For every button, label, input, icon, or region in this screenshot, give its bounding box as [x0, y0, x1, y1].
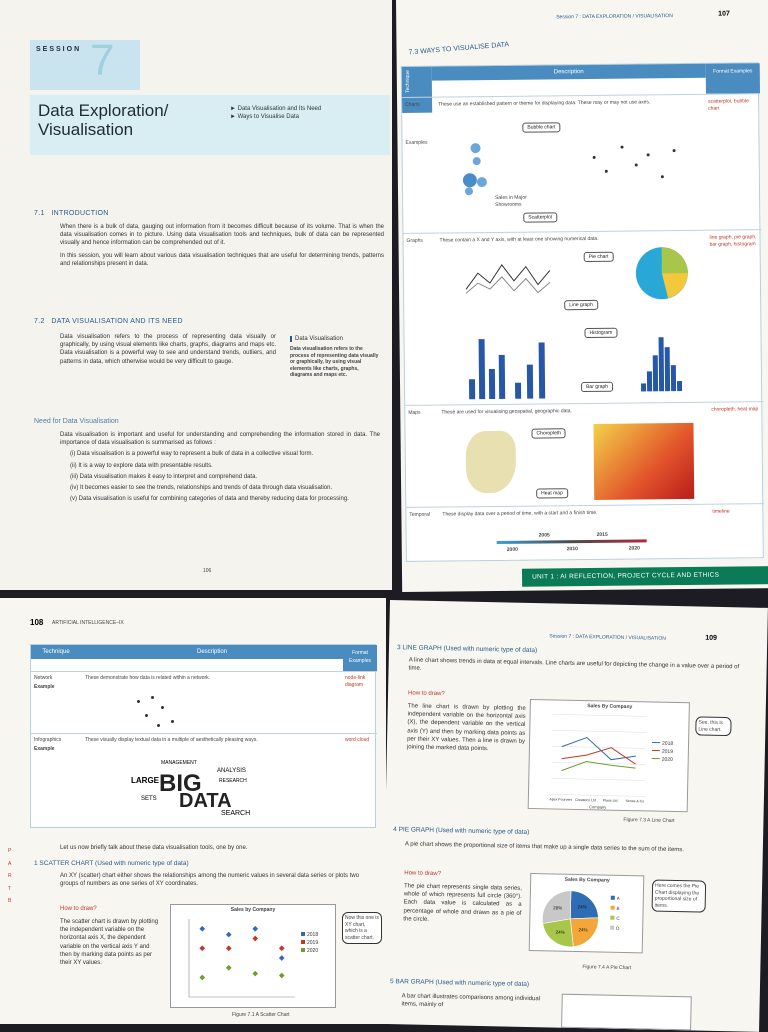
bar-graph-heading: 5 BAR GRAPH (Used with numeric type of data)	[390, 978, 529, 988]
legend-label: 2019	[307, 940, 318, 946]
running-head-109: Session 7 : DATA EXPLORATION / VISUALISATION	[549, 633, 666, 642]
scatter-plot-area	[171, 905, 337, 1009]
legend-swatch	[611, 906, 615, 910]
intro-line: Let us now briefly talk about these data visualisation tools, one by one.	[60, 844, 247, 852]
pie-data-label: 24%	[578, 904, 587, 909]
scatter-paragraph: An XY (scatter) chart either shows the relationships among the numeric values in several data series or plots two groups of numbers as one series of XY coordinates.	[60, 872, 378, 888]
need-item-5: (v) Data visualisation is useful for combining categories of data and thereby reducing data for processing.	[70, 495, 380, 503]
gridline	[551, 778, 645, 780]
format-network: node-link diagram	[345, 675, 375, 688]
legend-label: 2020	[307, 948, 318, 954]
legend-label: A	[617, 896, 620, 901]
format-infographics: word cloud	[345, 737, 375, 744]
bubble-caption: Sales in Major Showrooms	[495, 194, 545, 208]
part-letter-p: P	[8, 848, 18, 855]
scatter-point	[199, 975, 205, 981]
scatter-point	[226, 965, 232, 971]
legend-label: 2019	[662, 749, 673, 755]
running-head-108: ARTIFICIAL INTELLIGENCE–IX	[52, 620, 124, 627]
col-format: Format Examples	[706, 63, 760, 94]
desc-network: These demonstrate how data is related within a network.	[85, 675, 335, 682]
page-number-108: 108	[30, 618, 43, 627]
line-graph-thumbnail	[464, 252, 554, 299]
pill-bubble-chart: Bubble chart	[522, 122, 560, 132]
techniques-table-2	[30, 644, 376, 828]
legend-swatch	[610, 916, 614, 920]
tech-graphs: Graphs	[406, 238, 422, 245]
col-description: Description	[432, 64, 706, 81]
pill-line-graph: Line graph	[564, 300, 598, 310]
histogram-thumbnail	[630, 331, 701, 392]
row-maps	[405, 401, 764, 507]
desc-graphs: These contain a X and Y axis, with at least one showing numerical data.	[439, 235, 701, 244]
line-plot-area	[529, 700, 691, 813]
scatter-point	[226, 932, 232, 938]
s71-paragraph-2: In this session, you will learn about various data visualisation techniques that are useful for determining trends, patterns and relationships present in data.	[60, 252, 384, 268]
need-list	[70, 450, 380, 503]
network-thumbnail	[131, 692, 191, 730]
cloud-word-large: LARGE	[131, 776, 159, 785]
row-infographics	[31, 733, 377, 829]
example-label-network: Example	[34, 684, 55, 691]
pill-histogram: Histogram	[584, 328, 617, 338]
part-letter-r: R	[8, 873, 18, 880]
desc-charts: These use an established pattern or theme for displaying data. These may or may not use axes.	[438, 99, 700, 108]
scatter-heading: 1 SCATTER CHART (Used with numeric type of data)	[34, 860, 189, 867]
line-speech-bubble: See, this is Line chart.	[695, 716, 731, 736]
word-cloud	[121, 748, 261, 826]
scatter-point	[279, 945, 285, 951]
legend-swatch	[301, 940, 305, 944]
year-2000: 2000	[507, 547, 518, 554]
s72-number: 7.2	[34, 318, 45, 325]
cloud-word-sets: SETS	[141, 796, 157, 802]
format-temporal: timeline	[712, 508, 762, 515]
cloud-word-management: MANAGEMENT	[161, 760, 197, 766]
page-109	[381, 600, 768, 1032]
x-axis-label: Company	[589, 804, 606, 809]
title-line-2: Visualisation	[38, 120, 133, 139]
line-graph-heading: 3 LINE GRAPH (Used with numeric type of data)	[397, 644, 537, 654]
legend-swatch	[301, 948, 305, 952]
year-2010: 2010	[567, 546, 578, 553]
session-label: SESSION	[36, 46, 81, 53]
tech-temporal: Temporal	[409, 512, 430, 519]
need-paragraph: Data visualisation is important and useful for understanding and comprehending the information stored in data. The importance of data visualisation is summarised as follows :	[60, 431, 380, 447]
session-title-box	[30, 95, 390, 155]
x-tick-label: Sense & Co	[625, 799, 644, 803]
pie-data-label: 28%	[553, 905, 562, 910]
pie-how-paragraph: The pie chart represents single data series, whole of which represents full circle (360°). Each data value is calculated as a percentage of whole and drawn as a pie of the circle.	[403, 882, 522, 925]
running-head-107: Session 7 : DATA EXPLORATION / VISUALISATION	[556, 13, 673, 21]
legend-label: 2020	[662, 757, 673, 763]
page-number-107: 107	[718, 11, 730, 18]
col-description-2: Description	[81, 645, 343, 659]
s71-number: 7.1	[34, 210, 45, 217]
format-charts: scatterplot, bubble chart	[708, 98, 758, 112]
cloud-word-data: DATA	[179, 790, 232, 813]
how-to-draw-scatter: How to draw?	[60, 906, 97, 912]
tech-network: Network	[34, 675, 52, 682]
part-b-marker	[8, 848, 18, 905]
legend-label: 2018	[307, 932, 318, 938]
part-letter-t: T	[8, 886, 18, 893]
session-banner	[30, 40, 140, 90]
pie-chart-thumbnail	[634, 245, 691, 302]
cloud-word-big: BIG	[159, 770, 202, 798]
part-letter-b: B	[8, 898, 18, 905]
pill-heat-map: Heat map	[536, 488, 568, 498]
line-graph-paragraph: A line chart shows trends in data at equal intervals. Line charts are useful for depicting the change in a value over a period of time.	[408, 656, 748, 680]
year-2015: 2015	[597, 532, 608, 539]
scatter-point	[199, 926, 205, 932]
x-tick-label: Creations Ltd	[575, 798, 596, 802]
objectives: ► Data Visualisation and Its Need ► Ways to Visualise Data	[230, 105, 321, 121]
choropleth-thumbnail	[466, 431, 517, 494]
pie-graph-heading: 4 PIE GRAPH (Used with numeric type of data)	[393, 826, 529, 836]
techniques-table	[401, 62, 764, 562]
section-7-1	[34, 210, 384, 268]
gridline	[552, 730, 646, 732]
need-section	[34, 418, 380, 503]
title-line-1: Data Exploration/	[38, 101, 168, 120]
bubble-chart-thumbnail	[442, 137, 539, 214]
row-charts	[402, 93, 761, 233]
x-tick-label: Apex Pourvers	[549, 797, 572, 801]
legend-swatch	[301, 932, 305, 936]
bar-graph-paragraph: A bar chart illustrates comparisons among individual items, mainly of	[401, 992, 551, 1012]
s71-heading: INTRODUCTION	[51, 210, 108, 217]
page-number-109: 109	[705, 635, 717, 642]
gridline	[553, 714, 647, 716]
section-7-3-heading: 7.3 WAYS TO VISUALISE DATA	[408, 41, 509, 56]
page-108	[0, 598, 386, 1024]
pill-scatterplot: Scatterplot	[523, 212, 557, 222]
line-caption: Figure 7.3 A Line Chart	[623, 817, 674, 825]
pill-choropleth: Choropleth	[531, 428, 566, 438]
col-technique-2: Technique	[31, 645, 81, 659]
legend-label: C	[616, 916, 620, 921]
scatter-caption: Figure 7.1 A Scatter Chart	[232, 1012, 290, 1019]
legend-label: B	[617, 906, 620, 911]
unit-banner: UNIT 1 : AI REFLECTION, PROJECT CYCLE AND ETHICS	[522, 566, 768, 587]
row-network	[31, 671, 377, 733]
s72-heading: DATA VISUALISATION AND ITS NEED	[51, 318, 182, 325]
col-format-2: Format Examples	[343, 645, 377, 671]
session-number: 7	[90, 36, 114, 86]
pie-data-label: 24%	[579, 927, 588, 932]
line-chart	[528, 699, 690, 812]
pill-bar-graph: Bar graph	[581, 382, 613, 392]
format-graphs: line graph, pie graph, bar graph, histogram	[709, 234, 759, 248]
legend-swatch	[610, 926, 614, 930]
legend-label: 2018	[662, 741, 673, 747]
s71-paragraph-1: When there is a bulk of data, gauging out information from it becomes difficult because of its volume. That is when the data visualisation comes in to picture. Using data visualisation tools and techniques, bulk of data can be represented visually and hence information can be comprehended out of it.	[60, 223, 384, 248]
year-2005: 2005	[539, 532, 550, 539]
need-item-4: (iv) It becomes easier to see the trends, relationships and trends of data through data visualisation.	[70, 484, 380, 492]
page-106	[0, 0, 392, 590]
side-note	[290, 336, 380, 379]
how-to-draw-line: How to draw?	[408, 690, 445, 697]
row-graphs	[403, 229, 763, 405]
scatter-point	[252, 936, 258, 942]
need-item-3: (iii) Data visualisation makes it easy to interpret and comprehend data.	[70, 473, 380, 481]
gridline	[551, 794, 645, 796]
cloud-word-research: RESEARCH	[219, 778, 247, 784]
line-series	[562, 747, 636, 765]
desc-maps: These are used for visualising geospatial, geographic data.	[441, 407, 703, 416]
pie-graph-paragraph: A pie chart shows the proportional size of items that make up a single data series to the sum of the items.	[405, 840, 745, 855]
scatter-speech-bubble: Now this one is XY chart, which is a scatter chart.	[342, 912, 382, 944]
objective-2: Ways to Visualise Data	[238, 114, 299, 120]
heat-map-thumbnail	[593, 423, 694, 500]
scatter-point	[252, 926, 258, 932]
legend-label: D	[616, 926, 620, 931]
line-how-paragraph: The line chart is drawn by plotting the independent variable on the horizontal axis (X), the dependent variable on the vertical axis (Y) and then by marking data points as per their XY values. Then a line is drawn by joining the marked data points.	[407, 702, 526, 754]
scatter-point	[279, 955, 285, 961]
cloud-word-analysis: ANALYSIS	[217, 768, 246, 774]
pie-chart-title: Sales By Company	[531, 876, 643, 885]
need-item-1: (i) Data visualisation is a powerful way to represent a bulk of data in a collective visual form.	[70, 450, 380, 458]
tech-maps: Maps	[408, 410, 420, 417]
col-technique: Technique	[402, 67, 432, 113]
objective-1: Data Visualisation and Its Need	[238, 106, 322, 112]
scatter-point	[252, 971, 258, 977]
scatter-point	[226, 945, 232, 951]
scatter-point	[279, 973, 285, 979]
example-label-infographics: Example	[34, 746, 55, 753]
cloud-word-search: SEARCH	[221, 810, 250, 817]
side-note-text: Data visualisation refers to the process of representing data visually or graphically, by using visual elements like charts, graphs, diagrams and maps etc.	[290, 346, 380, 379]
scatter-chart	[170, 904, 336, 1008]
format-maps: choropleth, heat map	[711, 406, 761, 413]
side-note-heading: Data Visualisation	[290, 336, 380, 342]
scatter-how-paragraph: The scatter chart is drawn by plotting the independent variable on the horizontal axis X, the dependent variable on the vertical axis Y and then by marking data points as per their XY values.	[60, 918, 160, 967]
year-2020: 2020	[629, 545, 640, 552]
tech-charts: Charts	[405, 102, 420, 109]
pie-plot-area	[530, 874, 646, 954]
pie-data-label: 24%	[556, 930, 565, 935]
desc-temporal: These display data over a period of time, with a start and a finish time.	[442, 509, 704, 518]
row-temporal	[406, 503, 765, 563]
scatterplot-thumbnail	[582, 125, 693, 206]
page-107	[396, 0, 768, 592]
tech-infographics: Infographics	[34, 737, 61, 744]
bar-chart-preview	[561, 994, 692, 1031]
page-number-106: 106	[203, 568, 211, 575]
desc-infographics: These visually display textual data in a multiple of aesthetically pleasing ways.	[85, 737, 335, 744]
s72-paragraph: Data visualisation refers to the process of representing data visually or graphically, by using visual elements like charts, graphs, diagrams and maps etc. Data visualisation is a powerful way to see and understand trends, outliers, and patterns in data, which otherwise would be very difficult to gauge.	[60, 333, 276, 366]
x-tick-label: Place Ltd	[603, 799, 618, 803]
legend-swatch	[611, 896, 615, 900]
pill-pie-chart: Pie chart	[584, 252, 614, 262]
line-chart-title: Sales By Company	[531, 702, 689, 712]
need-item-2: (ii) It is a way to explore data with presentable results.	[70, 462, 380, 470]
part-letter-a: A	[8, 861, 18, 868]
timeline-bar	[497, 539, 647, 544]
how-to-draw-pie: How to draw?	[404, 870, 441, 877]
pie-chart	[529, 873, 645, 953]
scatter-point	[199, 945, 205, 951]
scatter-chart-title: Sales by Company	[171, 907, 335, 914]
pie-caption: Figure 7.4 A Pie Chart	[582, 964, 631, 972]
need-heading: Need for Data Visualisation	[34, 418, 380, 425]
examples-label: Examples	[405, 140, 427, 147]
bar-graph-thumbnail	[464, 332, 555, 399]
pie-speech-bubble: Here comes the Pie Chart displaying the proportional size of items.	[652, 880, 707, 913]
